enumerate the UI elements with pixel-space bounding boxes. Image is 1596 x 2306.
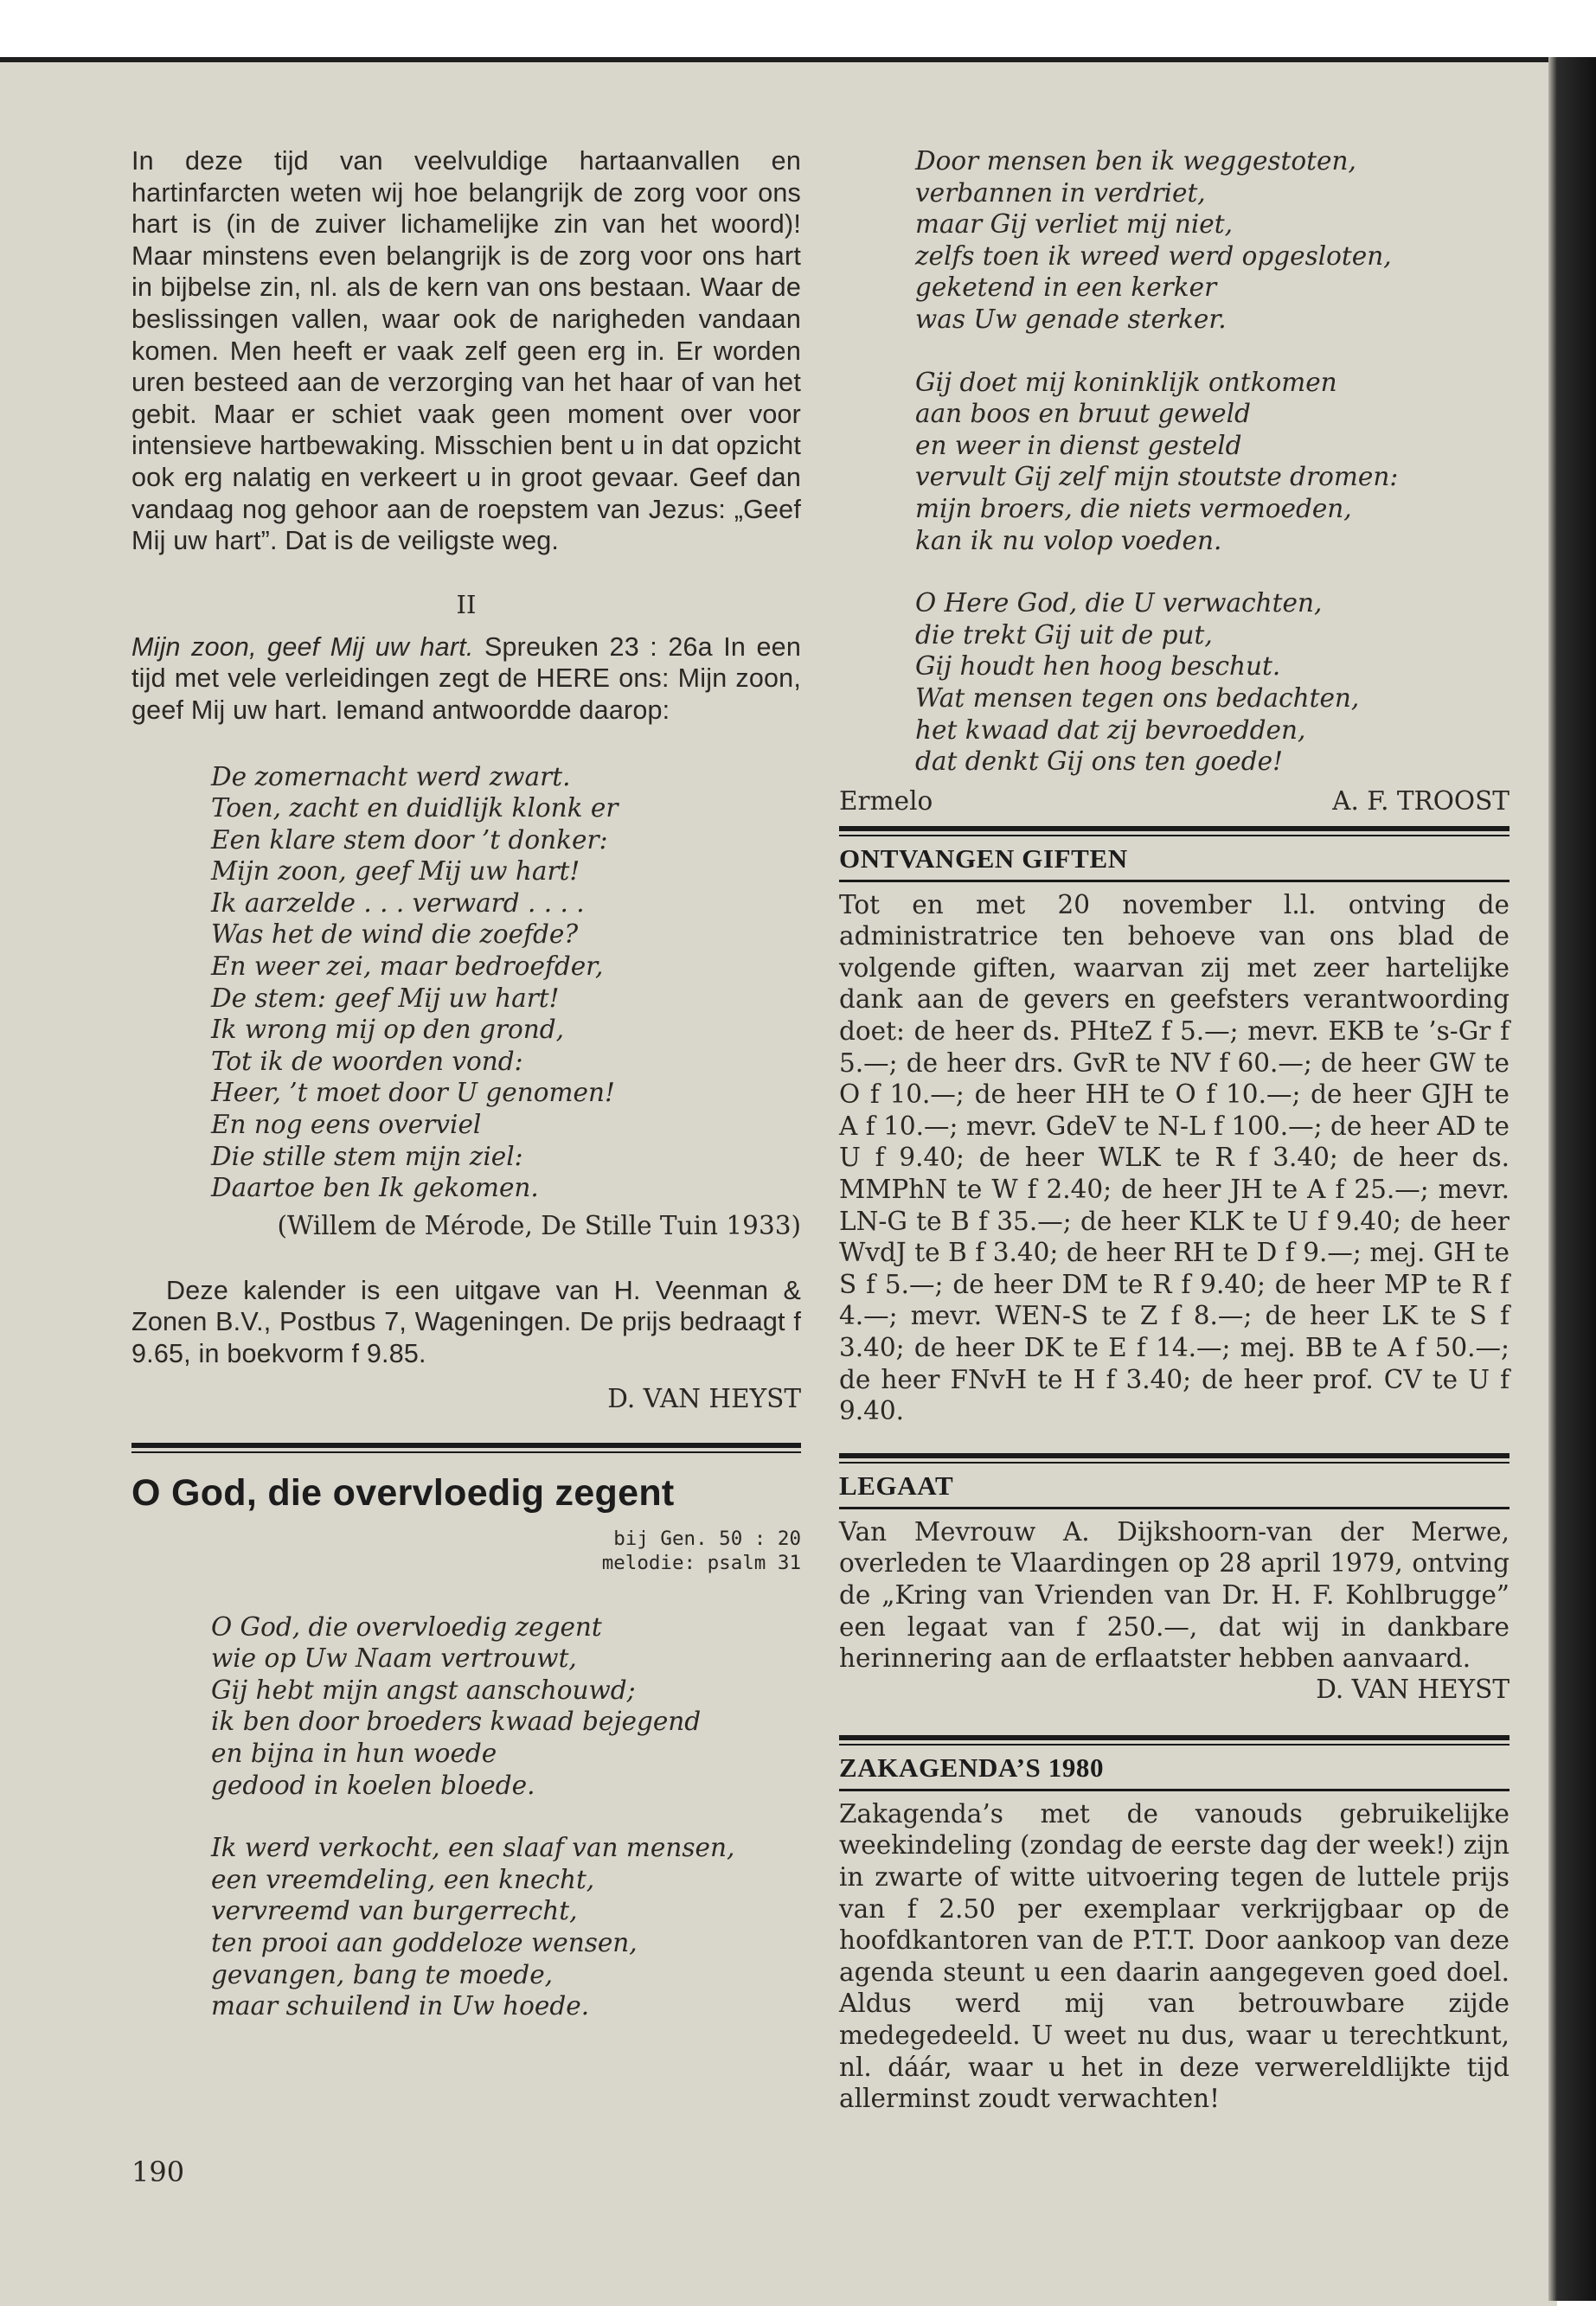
verse-line: Tot ik de woorden vond: — [211, 1046, 523, 1076]
scan-top-margin — [0, 0, 1596, 57]
verse-line: Gij houdt hen hoog beschut. — [915, 651, 1281, 682]
diaries-heading: ZAKAGENDA’S 1980 — [839, 1752, 1105, 1783]
verse-line: Een klare stem door ’t donker: — [211, 824, 608, 855]
left-column — [131, 145, 801, 2022]
page-number: 190 — [131, 2155, 185, 2188]
section-number: II — [456, 589, 477, 619]
verse-line: vervult Gij zelf mijn stoutste dromen: — [915, 462, 1399, 492]
verse-line: Ik werd verkocht, een slaaf van mensen, — [211, 1833, 735, 1863]
heart-care-paragraph: In deze tijd van veelvuldige hartaanvallen en hartinfarcten weten wij hoe belangrijk de zorg voor ons hart is (in de zuiver lichamelijke zin van het woord)! Maar minstens even belangrijk is de zorg voor ons hart in bijbelse zin, nl. als de kern van ons bestaan. Waar de beslissingen vallen, waar ook de narigheden vandaan komen. Men heeft er vaak zelf geen erg in. Er worden uren besteed aan de verzorging van het haar of van het gebit. Maar er schiet vaak geen moment over voor intensieve hartbewaking. Misschien bent u in dat opzicht ook erg nalatig en verkeert u in groot gevaar. Geef dan vandaag nog gehoor aan de roepstem van Jezus: „Geef Mij uw hart”. Dat is de veiligste weg. — [131, 146, 801, 556]
verse-line: Mijn zoon, geef Mij uw hart! — [211, 856, 580, 887]
verse-line: Door mensen ben ik weggestoten, — [915, 146, 1356, 176]
hymn-stanza-5 — [839, 587, 1509, 778]
verse-line: wie op Uw Naam vertrouwt, — [211, 1643, 577, 1674]
verse-line: gedood in koelen bloede. — [211, 1770, 535, 1800]
legacy-divider — [839, 1453, 1509, 1464]
gifts-heading: ONTVANGEN GIFTEN — [839, 842, 1128, 874]
verse-line: vervreemd van burgerrecht, — [211, 1896, 578, 1926]
section-divider — [131, 1443, 801, 1453]
hymn-credit — [839, 786, 1509, 816]
hymn-melody: melodie: psalm 31 — [601, 1551, 801, 1574]
legacy-text: Van Mevrouw A. Dijkshoorn-van der Merwe, overleden te Vlaardingen op 28 april 1979, ontving de „Kring van Vrienden van Dr. H. F. Kohlbrugge” een legaat van f 250.—, dat wij in dankbare herinnering aan de erflaatster hebben aanvaard. — [839, 1516, 1509, 1674]
verse-line: Ik aarzelde . . . verward . . . . — [211, 887, 585, 918]
verse-line: O God, die overvloedig zegent — [211, 1611, 602, 1642]
verse-line: Toen, zacht en duidlijk klonk er — [211, 793, 619, 823]
verse-line: Heer, ’t moet door U genomen! — [211, 1078, 615, 1108]
verse-line: een vreemdeling, een knecht, — [211, 1864, 595, 1894]
verse-line: en weer in dienst gesteld — [915, 430, 1242, 460]
poem-attribution: (Willem de Mérode, De Stille Tuin 1933) — [277, 1210, 801, 1240]
hymn-reference — [131, 1527, 801, 1575]
verse-line: kan ik nu volop voeden. — [915, 525, 1222, 555]
verse-line: Was het de wind die zoefde? — [211, 919, 579, 950]
verse-line: De zomernacht werd zwart. — [211, 761, 571, 791]
verse-line: verbannen in verdriet, — [915, 177, 1206, 208]
right-column — [839, 145, 1509, 2115]
verse-line: en bijna in hun woede — [211, 1738, 497, 1768]
hymn-stanza-2 — [131, 1832, 801, 2022]
diaries-divider — [839, 1735, 1509, 1746]
legacy-heading: LEGAAT — [839, 1470, 954, 1501]
verse-line: ik ben door broeders kwaad bejegend — [211, 1707, 702, 1737]
book-spine-shadow — [1548, 57, 1596, 2301]
calendar-note: Deze kalender is een uitgave van H. Veenman & Zonen B.V., Postbus 7, Wageningen. De prijs bedraagt f 9.65, in boekvorm f 9.85. — [131, 1275, 801, 1368]
hymn-author: A. F. TROOST — [1332, 785, 1509, 816]
verse-line: geketend in een kerker — [915, 272, 1217, 303]
verse-line: Gij hebt mijn angst aanschouwd; — [211, 1675, 636, 1705]
verse-line: het kwaad dat zij bevroedden, — [915, 714, 1306, 745]
verse-line: mijn broers, die niets vermoeden, — [915, 493, 1352, 523]
verse-line: Gij doet mij koninklijk ontkomen — [915, 367, 1337, 397]
verse-line: dat denkt Gij ons ten goede! — [915, 746, 1283, 777]
hymn-stanza-1 — [131, 1611, 801, 1802]
verse-line: maar Gij verliet mij niet, — [915, 209, 1233, 240]
verse-line: Die stille stem mijn ziel: — [211, 1141, 523, 1171]
verse-line: Ik wrong mij op den grond, — [211, 1015, 564, 1045]
verse-line: was Uw genade sterker. — [915, 304, 1227, 334]
gifts-divider — [839, 826, 1509, 836]
verse-line: En nog eens overviel — [211, 1110, 482, 1140]
verse-line: En weer zei, maar bedroefder, — [211, 951, 604, 982]
section-ref-text: Spreuken 23 : 26a In een tijd met vele verleidingen zegt de HERE ons: Mijn zoon, geef Mij uw hart. Iemand antwoordde daarop: — [131, 631, 801, 725]
hymn-stanza-3 — [839, 145, 1509, 336]
verse-line: Daartoe ben Ik gekomen. — [211, 1173, 539, 1203]
verse-line: De stem: geef Mij uw hart! — [211, 983, 560, 1013]
gifts-list: Tot en met 20 november l.l. ontving de administratrice ten behoeve van ons blad de volgende giften, waarvan zij met zeer hartelijke dank aan de gevers en geefsters verantwoording doet: de heer ds. PHteZ f 5.—; mevr. EKB te ’s-Gr f 5.—; de heer drs. GvR te NV f 60.—; de heer GW te O f 10.—; de heer HH te O f 10.—; de heer GJH te A f 10.—; mevr. GdeV te N-L f 100.—; de heer AD te U f 9.40; de heer WLK te R f 3.40; de heer ds. MMPhN te W f 2.40; de heer JH te A f 25.—; mevr. LN-G te B f 35.—; de heer KLK te U f 9.40; de heer WvdJ te B f 3.40; de heer RH te D f 9.—; mej. GH te S f 5.—; de heer DM te R f 9.40; de heer MP te R f 4.—; mevr. WEN-S te Z f 8.—; de heer LK te S f 3.40; de heer DK te E f 14.—; mej. BB te A f 50.—; de heer FNvH te H f 3.40; de heer prof. CV te U f 9.40. — [839, 889, 1509, 1426]
verse-line: zelfs toen ik wreed werd opgesloten, — [915, 240, 1392, 271]
hymn-place: Ermelo — [839, 785, 933, 816]
hymn-bible-reference: bij Gen. 50 : 20 — [613, 1527, 801, 1550]
poem — [131, 761, 801, 1204]
verse-line: ten prooi aan goddeloze wensen, — [211, 1927, 638, 1957]
hymn-stanza-4 — [839, 367, 1509, 557]
section-intro — [131, 631, 801, 727]
verse-line: O Here God, die U verwachten, — [915, 588, 1323, 618]
legacy-signature: D. VAN HEYST — [1316, 1674, 1509, 1704]
hymn-title: O God, die overvloedig zegent — [131, 1471, 675, 1514]
diaries-text: Zakagenda’s met de vanouds gebruikelijke weekindeling (zondag de eerste dag der week!) zijn in zwarte of witte uitvoering tegen de luttele prijs van f 2.50 per exemplaar verkrijgbaar op de hoofdkantoren van de P.T.T. Door aankoop van deze agenda steunt u een daarin aangegeven goed doel. Aldus werd mij van betrouwbare zijde medegedeeld. U weet nu dus, waar u terechtkunt, nl. dáár, waar u het in deze verwereldlijkte tijd allerminst zoudt verwachten! — [839, 1798, 1509, 2114]
verse-line: die trekt Gij uit de put, — [915, 619, 1213, 650]
verse-line: maar schuilend in Uw hoede. — [211, 1991, 590, 2021]
section-ref-italic: Mijn zoon, geef Mij uw hart. — [131, 631, 474, 662]
verse-line: Wat mensen tegen ons bedachten, — [915, 682, 1360, 713]
verse-line: aan boos en bruut geweld — [915, 399, 1251, 429]
verse-line: gevangen, bang te moede, — [211, 1959, 554, 1989]
signature-van-heyst: D. VAN HEYST — [607, 1383, 801, 1413]
